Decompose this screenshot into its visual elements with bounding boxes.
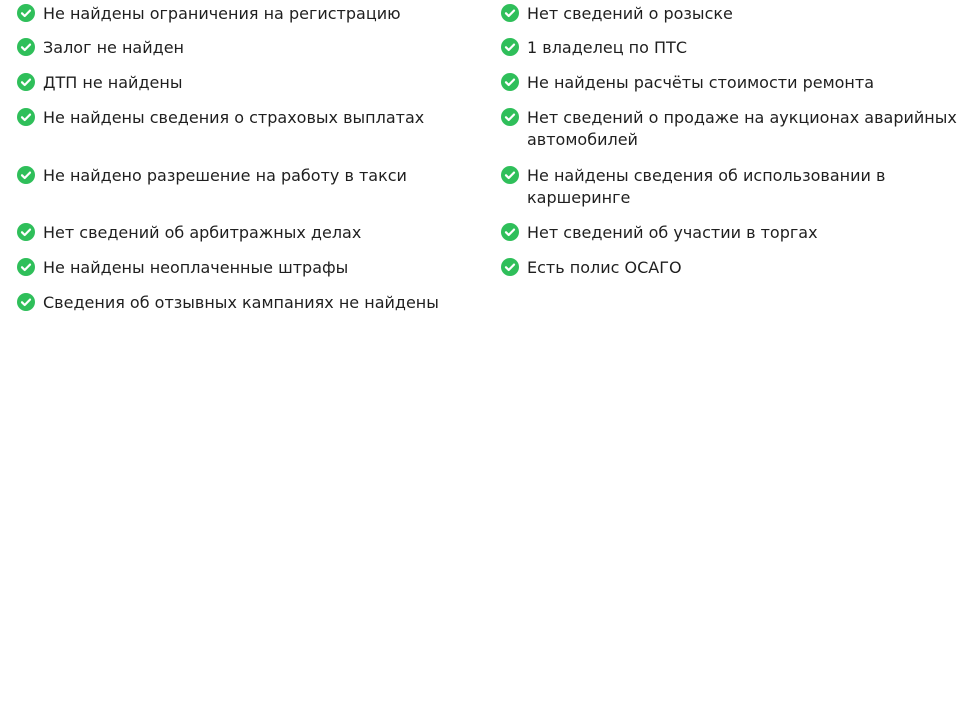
check-item-registration-restrictions xyxy=(17,3,467,25)
check-item-label: Нет сведений об арбитражных делах xyxy=(43,223,362,242)
check-item-label: Нет сведений об участии в торгах xyxy=(527,223,818,242)
check-item-unpaid-fines xyxy=(17,257,467,279)
check-circle-icon xyxy=(501,38,519,56)
check-circle-icon xyxy=(17,108,35,126)
check-item-tenders xyxy=(501,222,960,244)
check-circle-icon xyxy=(17,293,35,311)
check-circle-icon xyxy=(501,166,519,184)
check-item-label: Залог не найден xyxy=(43,38,184,57)
check-item-label: Сведения об отзывных кампаниях не найдены xyxy=(43,293,439,312)
check-circle-icon xyxy=(17,38,35,56)
check-item-owners xyxy=(501,37,960,59)
check-item-pledge xyxy=(17,37,467,59)
check-item-taxi-permit xyxy=(17,165,467,187)
check-item-salvage-auctions xyxy=(501,107,960,151)
check-item-label: Не найдено разрешение на работу в такси xyxy=(43,166,407,185)
check-item-recall-campaigns xyxy=(17,292,467,314)
check-item-insurance-payouts xyxy=(17,107,467,129)
check-item-arbitration xyxy=(17,222,467,244)
check-item-label: ДТП не найдены xyxy=(43,73,183,92)
check-item-label: Нет сведений о розыске xyxy=(527,4,733,23)
check-circle-icon xyxy=(501,4,519,22)
check-item-wanted xyxy=(501,3,960,25)
check-item-label: Нет сведений о продаже на аукционах аварийных автомобилей xyxy=(527,108,957,149)
check-item-carsharing xyxy=(501,165,891,209)
check-item-repair-estimates xyxy=(501,72,960,94)
check-item-label: 1 владелец по ПТС xyxy=(527,38,687,57)
check-circle-icon xyxy=(17,258,35,276)
check-circle-icon xyxy=(17,223,35,241)
check-item-accidents xyxy=(17,72,467,94)
check-item-label: Не найдены неоплаченные штрафы xyxy=(43,258,349,277)
check-circle-icon xyxy=(501,258,519,276)
check-item-label: Не найдены расчёты стоимости ремонта xyxy=(527,73,875,92)
check-item-label: Не найдены сведения об использовании в каршеринге xyxy=(527,166,886,207)
check-item-osago-policy xyxy=(501,257,960,279)
check-circle-icon xyxy=(501,108,519,126)
check-circle-icon xyxy=(17,4,35,22)
check-item-label: Есть полис ОСАГО xyxy=(527,258,682,277)
check-circle-icon xyxy=(17,166,35,184)
check-circle-icon xyxy=(501,223,519,241)
check-circle-icon xyxy=(17,73,35,91)
check-circle-icon xyxy=(501,73,519,91)
check-item-label: Не найдены сведения о страховых выплатах xyxy=(43,108,425,127)
check-item-label: Не найдены ограничения на регистрацию xyxy=(43,4,401,23)
